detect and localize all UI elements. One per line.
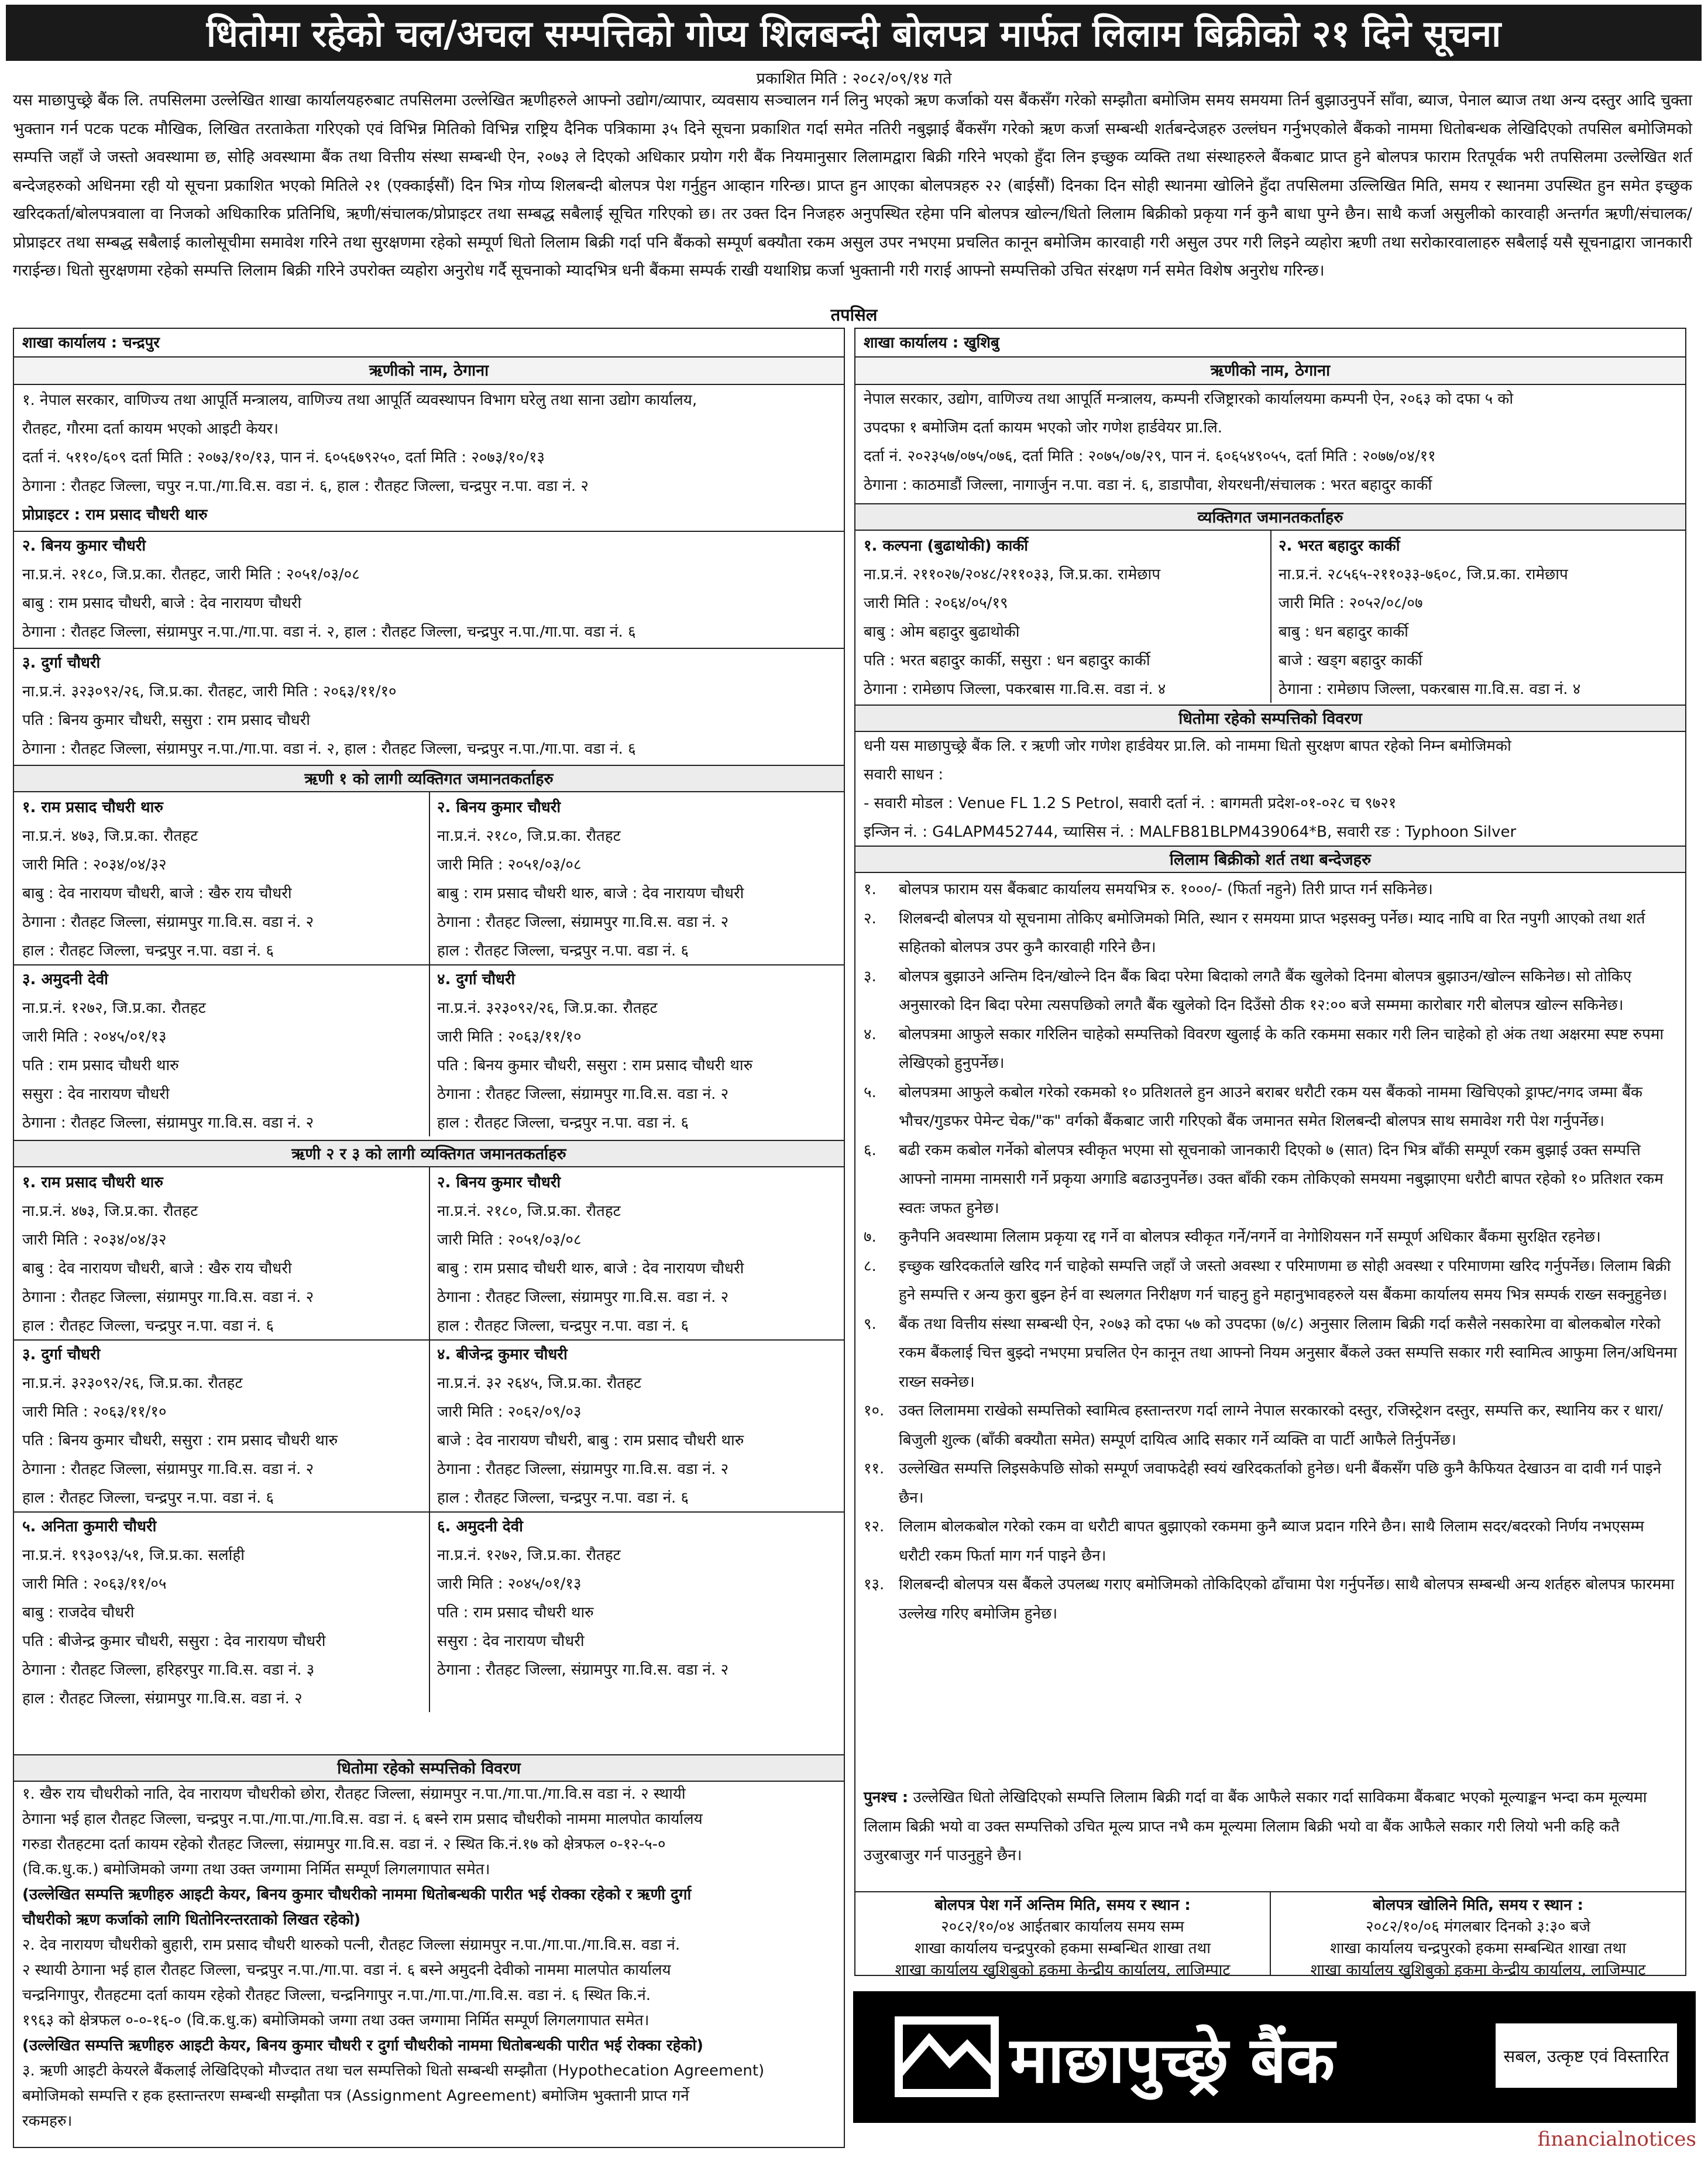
submission-deadline: [854, 1891, 1270, 1979]
guarantor-detail: पति : राम प्रसाद चौधरी थारु: [437, 1604, 594, 1621]
borrower-line: दर्ता नं. ५११०/६०९ दर्ता मिति : २०७३/१०/१३, पान नं. ६०५६७९२५०, दर्ता मिति : २०७३/१०/१३: [22, 449, 545, 466]
property-line: चन्द्रनिगापुर, रौतहटमा दर्ता कायम रहेको रौतहट जिल्ला, चन्द्रनिगापुर न.पा./गा.पा./गा.वि.स. वडा नं. ६ स्थित कि.नं.: [22, 1987, 651, 2004]
term-text: उल्लेखित सम्पत्ति लिइसकेपछि सोको सम्पूर्ण जवाफदेही स्वयं खरिदकर्ताको हुनेछ। धनी बैंकसँग पछि कुनै कैफियत देखाउन वा दावी गर्न पाइने छैन।: [899, 1460, 1662, 1507]
guarantor-detail: जारी मिति : २०६२/०९/०३: [437, 1403, 582, 1421]
guarantor-detail: ना.प्र.नं. १२७२, जि.प्र.का. रौतहट: [437, 1547, 621, 1564]
guarantor-detail: जारी मिति : २०५२/०८/०७: [1279, 595, 1423, 612]
guarantor-detail: जारी मिति : २०३४/०४/३२: [22, 856, 167, 874]
property-line: १९६३ को क्षेत्रफल ०-०-१६-० (वि.क.धु.क) बमोजिमको जग्गा तथा उक्त जग्गामा निर्मित सम्पूर्ण लिगलगापात समेत।: [22, 2012, 649, 2029]
term-item: [864, 1252, 1679, 1310]
guarantor-detail: जारी मिति : २०६३/११/१०: [22, 1403, 167, 1421]
term-text: उक्त लिलाममा राखेको सम्पत्तिको स्वामित्व हस्तान्तरण गर्दा लाग्ने नेपाल सरकारको दस्तुर, रजिस्ट्रेशन दस्तुर, सम्पत्ति कर, स्थानिय कर र धारा/बिजुली शुल्क (बाँकी बक्यौता समेत) सम्पूर्ण दायित्व आदि सकार गर्ने व्यक्ति वा पार्टी आफैले तिर्नुपर्नेछ।: [899, 1402, 1664, 1449]
property-line: १. खैरु राय चौधरीको नाति, देव नारायण चौधरीको छोरा, रौतहट जिल्ला, संग्रामपुर न.पा./गा.पा./गा.वि.स वडा नं. २ स्थायी: [22, 1785, 686, 1803]
guarantor-detail: ना.प्र.नं. ३२३०९२/२६, जि.प्र.का. रौतहट: [437, 999, 658, 1017]
guarantor-detail: हाल : रौतहट जिल्ला, चन्द्रपुर न.पा. वडा नं. ६: [22, 1317, 274, 1335]
guarantor-detail: ना.प्र.नं. ३२३०९२/२६, जि.प्र.का. रौतहट: [22, 1374, 243, 1392]
guarantor-name: १. कल्पना (बुढाथोकी) कार्की: [864, 537, 1029, 555]
term-text: कुनैपनि अवस्थामा लिलाम प्रकृया रद्द गर्ने वा बोलपत्र स्वीकृत गर्ने/नगर्ने वा नेगोशियसन गर्ने सम्पूर्ण अधिकार बैंकमा सुरक्षित रहनेछ।: [899, 1228, 1601, 1246]
term-text: बैंक तथा वित्तीय संस्था सम्बन्धी ऐन, २०७३ को दफा ५७ को उपदफा (७/८) अनुसार लिलाम बिक्री गर्दा कसैले नसकारेमा वा बोलकबोल गरेको रकम बैंकलाई चित्त बुझ्दो नभएमा प्रचलित ऐन कानून तथा आफ्नो नियम अनुसार बैंकले उक्त सम्पत्ति सकार गरी स्वामित्व आफुमा लिन/अधिनमा राख्न सक्नेछ।: [899, 1315, 1678, 1391]
guarantor-name: १. राम प्रसाद चौधरी थारु: [22, 1174, 163, 1191]
guarantor-detail: ठेगाना : रौतहट जिल्ला, हरिहरपुर गा.वि.स. वडा नं. ३: [22, 1661, 315, 1679]
term-number: ११.: [864, 1460, 885, 1477]
opening-place-2: शाखा कार्यालय खुशिबुको हकमा केन्द्रीय कार्यालय, लाजिम्पाट: [1310, 1961, 1646, 1979]
bid-schedule: [854, 1891, 1686, 1979]
submission-place-1: शाखा कार्यालय चन्द्रपुरको हकमा सम्बन्धित शाखा तथा: [915, 1940, 1211, 1957]
term-item: [864, 1020, 1679, 1078]
guarantor-detail: ना.प्र.नं. ३२ २६४५, जि.प्र.का. रौतहट: [437, 1374, 642, 1392]
term-item: [864, 1310, 1679, 1397]
guarantor-detail: हाल : रौतहट जिल्ला, चन्द्रपुर न.पा. वडा नं. ६: [437, 1489, 689, 1507]
borrower-line: प्रोप्राइटर : राम प्रसाद चौधरी थारु: [22, 506, 208, 524]
term-number: १२.: [864, 1518, 885, 1535]
postscript-label: पुनश्च :: [864, 1789, 909, 1806]
guarantor-heading: व्यक्तिगत जमानतकर्ताहरु: [855, 503, 1685, 531]
intro-paragraph: यस माछापुच्छ्रे बैंक लि. तपसिलमा उल्लेखित शाखा कार्यालयहरुबाट तपसिलमा उल्लेखित ऋणीहरुले आफ्नो उद्योग/व्यापार, व्यवसाय सञ्चालन गर्न लिनु भएको ऋण कर्जाको यस बैंकसँग गरेको सम्झौता बमोजिम समय समयमा तिर्न बुझाउनुपर्ने साँवा, ब्याज, पेनाल ब्याज तथा अन्य दस्तुर आदि चुक्ता भुक्तान गर्न पटक पटक मौखिक, लिखित तरताकेता गरिएको एवं विभिन्न मितिको विभिन्न राष्ट्रिय दैनिक पत्रिकामा ३५ दिने सूचना प्रकाशित गर्दा समेत नतिरी नबुझाई बैंकसँग गरेको ऋण कर्जा सम्बन्धी शर्तबन्देजहरु उल्लंघन गर्नुभएकोले बैंकको नाममा धितोबन्धक लेखिदिएको तपसिल बमोजिमको सम्पत्ति जहाँ जे जस्तो अवस्थामा छ, सोहि अवस्थामा बैंक तथा वित्तीय संस्था सम्बन्धी ऐन, २०७३ ले दिएको अधिकार प्रयोग गरी बैंक नियमानुसार लिलामद्वारा बिक्री गरिने भएको हुँदा लिन इच्छुक व्यक्ति तथा संस्थाहरुले बैंकबाट प्राप्त हुने बोलपत्र फाराम रितपूर्वक भरी तपसिलमा उल्लेखित शर्त बन्देजहरुको अधिनमा रही यो सूचना प्रकाशित भएको मितिले २१ (एक्काईसौं) दिन भित्र गोप्य शिलबन्दी बोलपत्र पेश गर्नुहुन आव्हान गरिन्छ। प्राप्त हुन आएका बोलपत्रहरु २२ (बाईसौं) दिनका दिन सोही स्थानमा खोलिने हुँदा तपसिलमा उल्लिखित मिति, समय र स्थानमा उपस्थित हुन समेत इच्छुक खरिदकर्ता/बोलपत्रवाला वा निजको अधिकारिक प्रतिनिधि, ऋणी/संचालक/प्रोप्राइटर तथा सम्बद्ध सबैलाई सूचित गरिएको छ। तर उक्त दिन निजहरु अनुपस्थित रहेमा पनि बोलपत्र खोल्न/धितो लिलाम बिक्रीको प्रकृया गर्न कुनै बाधा पुग्ने छैन। साथै कर्जा असुलीको कारवाही अन्तर्गत ऋणी/संचालक/प्रोप्राइटर तथा सम्बद्ध सबैलाई कालोसूचीमा समावेश गरिने तथा सुरक्षणमा रहेको सम्पूर्ण धितो लिलाम बिक्री गर्दा पनि बैंकको सम्पूर्ण बक्यौता रकम असुल उपर नभएमा प्रचलित कानून बमोजिम कारवाही गरी असुल उपर गरी लिइने व्यहोरा ऋणी तथा सरोकारवालाहरु सबैलाई यसै सूचनाद्वारा जानकारी गराईन्छ। धितो सुरक्षणमा रहेको सम्पत्ति लिलाम बिक्री गरिने उपरोक्त व्यहोरा अनुरोध गर्दै सूचनाको म्यादभित्र धनी बैंकमा सम्पर्क राखी यथाशिघ्र कर्जा भुक्तानी गरी गराई आफ्नो सम्पत्तिको उचित संरक्षण गर्न समेत विशेष अनुरोध गरिन्छ।: [13, 91, 1692, 280]
guarantor-detail: बाबु : देव नारायण चौधरी, बाजे : खैरु राय चौधरी: [22, 885, 292, 902]
term-item: [864, 1455, 1679, 1513]
term-text: बोलपत्रमा आफुले कबोल गरेको रकमको १० प्रतिशतले हुन आउने बराबर धरौटी रकम यस बैंकको नाममा खिचिएको ड्राफ्ट/नगद जम्मा बैंक भौचर/गुडफर पेमेन्ट चेक/"क" वर्गको बैंकबाट जारी गरिएको बैंक जमानत समेत शिलबन्दी बोलपत्र साथ समावेश गरी पेश गर्नुपर्नेछ।: [899, 1083, 1642, 1130]
borrower-line: उपदफा १ बमोजिम दर्ता कायम भएको जोर गणेश हार्डवेयर प्रा.लि.: [864, 419, 1223, 437]
borrower-line: ३. दुर्गा चौधरी: [22, 654, 101, 672]
property-line: बमोजिमको सम्पत्ति र हक हस्तान्तरण सम्बन्धी सम्झौता पत्र (Assignment Agreement) बमोजिम भुक्तानी प्राप्त गर्ने: [22, 2087, 689, 2105]
term-number: ३.: [864, 967, 877, 985]
term-text: बोलपत्रमा आफुले सकार गरिलिन चाहेको सम्पत्तिको विवरण खुलाई के कति रकममा सकार गरी लिन चाहेको हो अंक तथा अक्षरमा स्पष्ट रुपमा लेखिएको हुनुपर्नेछ।: [899, 1025, 1664, 1072]
property-line: - सवारी मोडल : Venue FL 1.2 S Petrol, सवारी दर्ता नं. : बागमती प्रदेश-०१-०२८ च ९७२१: [864, 795, 1397, 812]
guarantor-detail: पति : बिनय कुमार चौधरी, ससुरा : राम प्रसाद चौधरी थारु: [437, 1057, 753, 1074]
term-text: इच्छुक खरिदकर्ताले खरिद गर्न चाहेको सम्पत्ति जहाँ जे जस्तो अवस्था र परिमाणमा छ सोही अवस्था र परिमाणमा खरिद गर्नुपर्नेछ। लिलाम बिक्री हुने सम्पत्ति र अन्य कुरा बुझ्न हेर्न वा स्थलगत निरीक्षण गर्न चाहनु हुने महानुभावहरुले यस बैंकमा कार्यालय समय भित्र सम्पर्क राख्न सक्नुहुनेछ।: [899, 1257, 1671, 1304]
property-line: इन्जिन नं. : G4LAPM452744, च्यासिस नं. : MALFB81BLPM439064*B, सवारी रङ : Typhoon Silver: [864, 823, 1517, 841]
guarantor-detail: हाल : रौतहट जिल्ला, चन्द्रपुर न.पा. वडा नं. ६: [437, 1317, 689, 1335]
guarantor-detail: जारी मिति : २०३४/०४/३२: [22, 1231, 167, 1249]
guarantor-detail: हाल : रौतहट जिल्ला, संग्रामपुर गा.वि.स. वडा नं. २: [22, 1690, 303, 1707]
bank-tagline: सबल, उत्कृष्ट एवं विस्तारित: [1496, 2023, 1677, 2088]
branch-label: शाखा कार्यालय : खुशिबु: [855, 329, 1685, 358]
borrower-line: नेपाल सरकार, उद्योग, वाणिज्य तथा आपूर्ति मन्त्रालय, कम्पनी रजिष्ट्रारको कार्यालयमा कम्पनी ऐन, २०६३ को दफा ५ को: [864, 390, 1514, 408]
borrower-line: बाबु : राम प्रसाद चौधरी, बाजे : देव नारायण चौधरी: [22, 595, 302, 612]
property-line: (वि.क.धु.क.) बमोजिमको जग्गा तथा उक्त जग्गामा निर्मित सम्पूर्ण लिगलगापात समेत।: [22, 1861, 490, 1878]
guarantor-detail: ठेगाना : रौतहट जिल्ला, संग्रामपुर गा.वि.स. वडा नं. २: [22, 1288, 314, 1306]
guarantor-detail: ससुरा : देव नारायण चौधरी: [22, 1085, 170, 1103]
property-line: ३. ऋणी आइटी केयरले बैंकलाई लेखिदिएको मौज्दात तथा चल सम्पत्तिको धितो सम्बन्धी सम्झौता (Hypothecation Agreement): [22, 2062, 765, 2080]
term-item: [864, 875, 1679, 905]
term-number: ९.: [864, 1315, 877, 1333]
terms-heading: लिलाम बिक्रीको शर्त तथा बन्देजहरु: [855, 846, 1685, 873]
term-item: [864, 1223, 1679, 1252]
guarantor-detail: ना.प्र.नं. ४७३, जि.प्र.का. रौतहट: [22, 1202, 198, 1220]
property-line: (उल्लेखित सम्पत्ति ऋणीहरु आइटी केयर, बिनय कुमार चौधरी र दुर्गा चौधरीको नाममा धितोबन्धकी पारीत भई रोक्का रहेको): [22, 2037, 703, 2054]
term-text: शिलबन्दी बोलपत्र यो सूचनामा तोकिए बमोजिमको मिति, स्थान र समयमा प्राप्त भइसक्नु पर्नेछ। म्याद नाघि वा रित नपुगी आएको तथा शर्त सहितको बोलपत्र उपर कुनै कारवाही गरिने छैन।: [899, 909, 1645, 956]
guarantor-detail: बाबु : ओम बहादुर बुढाथोकी: [864, 623, 1020, 641]
guarantor-name: २. भरत बहादुर कार्की: [1279, 537, 1400, 555]
term-item: [864, 1513, 1679, 1571]
borrower-heading: ऋणीको नाम, ठेगाना: [855, 358, 1685, 385]
watermark: financialnotices: [1537, 2128, 1696, 2151]
guarantor-detail: बाबु : राम प्रसाद चौधरी थारु, बाजे : देव नारायण चौधरी: [437, 885, 744, 902]
property-heading-right: धितोमा रहेको सम्पत्तिको विवरण: [855, 705, 1685, 732]
property-heading-left: धितोमा रहेको सम्पत्तिको विवरण: [14, 1754, 844, 1782]
published-date: प्रकाशित मिति : २०८२/०९/१४ गते: [756, 70, 952, 88]
right-branch-panel: [854, 328, 1686, 1976]
bank-name: माछापुच्छ्रे बैंक: [1010, 2024, 1335, 2097]
guarantor-detail: जारी मिति : २०४५/०१/१३: [22, 1028, 167, 1046]
guarantor-detail: ठेगाना : रौतहट जिल्ला, संग्रामपुर गा.वि.स. वडा नं. २: [22, 1114, 314, 1132]
guarantor-detail: हाल : रौतहट जिल्ला, चन्द्रपुर न.पा. वडा नं. ६: [22, 1489, 274, 1507]
borrower-line: ठेगाना : रौतहट जिल्ला, संग्रामपुर न.पा./गा.पा. वडा नं. २, हाल : रौतहट जिल्ला, चन्द्रपुर न.पा./गा.पा. वडा नं. ६: [22, 740, 636, 758]
property-line: धनी यस माछापुच्छ्रे बैंक लि. र ऋणी जोर गणेश हार्डवेयर प्रा.लि. को नाममा धितो सुरक्षण बापत रहेको निम्न बमोजिमको: [864, 737, 1511, 755]
term-number: ७.: [864, 1228, 877, 1246]
guarantor-detail: हाल : रौतहट जिल्ला, चन्द्रपुर न.पा. वडा नं. ६: [437, 1114, 689, 1132]
guarantor-detail: जारी मिति : २०६४/०५/१९: [864, 595, 1008, 612]
opening-label: बोलपत्र खोलिने मिति, समय र स्थान :: [1373, 1896, 1583, 1914]
guarantor-name: २. बिनय कुमार चौधरी: [437, 1174, 561, 1191]
guarantor-detail: हाल : रौतहट जिल्ला, चन्द्रपुर न.पा. वडा नं. ६: [437, 942, 689, 960]
guarantor-name: ४. दुर्गा चौधरी: [437, 971, 516, 988]
guarantor-detail: जारी मिति : २०६३/११/१०: [437, 1028, 582, 1046]
guarantor-detail: पति : बिनय कुमार चौधरी, ससुरा : राम प्रसाद चौधरी थारु: [22, 1432, 338, 1449]
guarantor-detail: ना.प्र.नं. २११०२७/२०४८/२११०३३, जि.प्र.का. रामेछाप: [864, 566, 1161, 583]
property-line: २ स्थायी ठेगाना भई हाल रौतहट जिल्ला, चन्द्रपुर न.पा./गा.पा. वडा नं. ६ बस्ने अमुदनी देवीको नाममा मालपोत कार्यालय: [22, 1961, 671, 1979]
guarantor-detail: बाजे : देव नारायण चौधरी, बाबु : राम प्रसाद चौधरी थारु: [437, 1432, 744, 1449]
guarantor-detail: ठेगाना : रौतहट जिल्ला, संग्रामपुर गा.वि.स. वडा नं. २: [437, 1661, 729, 1679]
property-line: (उल्लेखित सम्पत्ति ऋणीहरु आइटी केयर, बिनय कुमार चौधरीको नाममा धितोबन्धकी पारीत भई रोक्का रहेको र ऋणी दुर्गा: [22, 1886, 692, 1903]
guarantor-detail: ठेगाना : रौतहट जिल्ला, संग्रामपुर गा.वि.स. वडा नं. २: [437, 1461, 729, 1478]
term-number: ५.: [864, 1083, 877, 1101]
property-line: गरुडा रौतहटमा दर्ता कायम रहेको रौतहट जिल्ला, संग्रामपुर गा.वि.स. वडा नं. २ स्थित कि.नं.१७ को क्षेत्रफल ०-१२-५-०: [22, 1836, 666, 1853]
guarantor-detail: ठेगाना : रामेछाप जिल्ला, पकरबास गा.वि.स. वडा नं. ४: [864, 681, 1166, 698]
guarantor-detail: बाबु : राम प्रसाद चौधरी थारु, बाजे : देव नारायण चौधरी: [437, 1260, 744, 1277]
opening-schedule: [1270, 1891, 1686, 1979]
left-branch-panel: [13, 328, 845, 2148]
borrower-line: १. नेपाल सरकार, वाणिज्य तथा आपूर्ति मन्त्रालय, वाणिज्य तथा आपूर्ति व्यवस्थापन विभाग घरेलु तथा साना उद्योग कार्यालय,: [22, 391, 697, 409]
guarantor-detail: ना.प्र.नं. २१८०, जि.प्र.का. रौतहट: [437, 827, 621, 845]
guarantor-detail: ना.प्र.नं. २१८०, जि.प्र.का. रौतहट: [437, 1202, 621, 1220]
notice-title: धितोमा रहेको चल/अचल सम्पत्तिको गोप्य शिलबन्दी बोलपत्र मार्फत लिलाम बिक्रीको २१ दिने सूचना: [6, 5, 1702, 61]
term-item: [864, 1571, 1679, 1628]
submission-label: बोलपत्र पेश गर्ने अन्तिम मिति, समय र स्थान :: [934, 1896, 1191, 1914]
property-line: २. देव नारायण चौधरीको बुहारी, राम प्रसाद चौधरी थारुको पत्नी, रौतहट जिल्ला संग्रामपुर न.पा./गा.पा./गा.वि.स. वडा नं.: [22, 1936, 681, 1954]
guarantor-detail: ससुरा : देव नारायण चौधरी: [437, 1633, 585, 1650]
borrower-line: २. बिनय कुमार चौधरी: [22, 537, 146, 555]
term-text: बोलपत्र फाराम यस बैंकबाट कार्यालय समयभित्र रु. १०००/- (फिर्ता नहुने) तिरी प्राप्त गर्न सकिनेछ।: [899, 881, 1433, 898]
guarantor-heading-1: ऋणी १ को लागी व्यक्तिगत जमानतकर्ताहरु: [14, 765, 844, 792]
guarantor-heading-2: ऋणी २ र ३ को लागी व्यक्तिगत जमानतकर्ताहरु: [14, 1140, 844, 1167]
guarantor-detail: ठेगाना : रौतहट जिल्ला, संग्रामपुर गा.वि.स. वडा नं. २: [437, 1288, 729, 1306]
borrower-line: ठेगाना : रौतहट जिल्ला, चपुर न.पा./गा.वि.स. वडा नं. ६, हाल : रौतहट जिल्ला, चन्द्रपुर न.पा. वडा नं. २: [22, 477, 589, 495]
opening-place-1: शाखा कार्यालय चन्द्रपुरको हकमा सम्बन्धित शाखा तथा: [1330, 1940, 1626, 1957]
guarantor-name: ५. अनिता कुमारी चौधरी: [22, 1518, 157, 1535]
guarantor-name: ३. दुर्गा चौधरी: [22, 1346, 101, 1363]
guarantor-detail: हाल : रौतहट जिल्ला, चन्द्रपुर न.पा. वडा नं. ६: [22, 942, 274, 960]
guarantor-name: २. बिनय कुमार चौधरी: [437, 799, 561, 816]
opening-date: २०८२/१०/०६ मंगलबार दिनको ३:३० बजे: [1366, 1918, 1590, 1936]
property-line: सवारी साधन :: [864, 766, 944, 784]
term-number: १०.: [864, 1402, 885, 1420]
term-item: [864, 1136, 1679, 1224]
term-number: ४.: [864, 1025, 877, 1043]
borrower-line: ठेगाना : रौतहट जिल्ला, संग्रामपुर न.पा./गा.पा. वडा नं. २, हाल : रौतहट जिल्ला, चन्द्रपुर न.पा./गा.पा. वडा नं. ६: [22, 623, 636, 641]
submission-date: २०८२/१०/०४ आईतबार कार्यालय समय सम्म: [941, 1918, 1184, 1936]
term-text: बढी रकम कबोल गर्नेको बोलपत्र स्वीकृत भएमा सो सूचनाको जानकारी दिएको ७ (सात) दिन भित्र बाँकी सम्पूर्ण रकम बुझाई उक्त सम्पत्ति आफ्नो नाममा नामसारी गर्ने प्रकृया अगाडि बढाउनुपर्नेछ। उक्त बाँकी रकम तोकिएको समयमा नबुझाएमा धरौटी बापत रहेको १० प्रतिशत रकम स्वतः जफत हुनेछ।: [899, 1141, 1664, 1217]
guarantor-name: ४. बीजेन्द्र कुमार चौधरी: [437, 1346, 568, 1363]
term-number: ८.: [864, 1257, 877, 1275]
term-number: २.: [864, 909, 877, 927]
branch-label: शाखा कार्यालय : चन्द्रपुर: [14, 329, 844, 358]
submission-place-2: शाखा कार्यालय खुशिबुको हकमा केन्द्रीय कार्यालय, लाजिम्पाट: [895, 1961, 1231, 1979]
guarantor-detail: ना.प्र.नं. ४७३, जि.प्र.का. रौतहट: [22, 827, 198, 845]
guarantor-detail: जारी मिति : २०४५/०१/१३: [437, 1575, 582, 1593]
guarantor-detail: जारी मिति : २०५१/०३/०८: [437, 856, 582, 874]
mountain-logo-icon: [894, 2004, 999, 2109]
term-item: [864, 963, 1679, 1020]
guarantor-detail: बाबु : राजदेव चौधरी: [22, 1604, 135, 1621]
bank-footer: [853, 1991, 1696, 2123]
borrower-line: रौतहट, गौरमा दर्ता कायम भएको आइटी केयर।: [22, 420, 279, 438]
borrower-line: पति : बिनय कुमार चौधरी, ससुरा : राम प्रसाद चौधरी: [22, 712, 311, 729]
term-text: शिलबन्दी बोलपत्र यस बैंकले उपलब्ध गराए बमोजिमको तोकिदिएको ढाँचामा पेश गर्नुपर्नेछ। साथै बोलपत्र सम्बन्धी अन्य शर्तहरु बोलपत्र फारममा उल्लेख गरिए बमोजिम हुनेछ।: [899, 1576, 1675, 1623]
guarantor-detail: ना.प्र.नं. १२७२, जि.प्र.का. रौतहट: [22, 999, 206, 1017]
guarantor-detail: पति : राम प्रसाद चौधरी थारु: [22, 1057, 179, 1074]
term-number: ६.: [864, 1141, 877, 1159]
guarantor-detail: ठेगाना : रौतहट जिल्ला, संग्रामपुर गा.वि.स. वडा नं. २: [437, 1085, 729, 1103]
schedule-heading: तपसिल: [830, 305, 878, 325]
guarantor-name: १. राम प्रसाद चौधरी थारु: [22, 799, 163, 816]
property-line: ठेगाना भई हाल रौतहट जिल्ला, चन्द्रपुर न.पा./गा.पा./गा.वि.स. वडा नं. ६ बस्ने राम प्रसाद चौधरीको नाममा मालपोत कार्यालय: [22, 1810, 703, 1828]
borrower-line: ना.प्र.नं. २१८०, जि.प्र.का. रौतहट, जारी मिति : २०५१/०३/०८: [22, 566, 360, 583]
term-number: १३.: [864, 1576, 885, 1593]
guarantor-detail: ठेगाना : रामेछाप जिल्ला, पकरबास गा.वि.स. वडा नं. ४: [1279, 681, 1581, 698]
borrower-line: ना.प्र.नं. ३२३०९२/२६, जि.प्र.का. रौतहट, जारी मिति : २०६३/११/१०: [22, 683, 397, 700]
guarantor-detail: पति : बीजेन्द्र कुमार चौधरी, ससुरा : देव नारायण चौधरी: [22, 1633, 326, 1650]
guarantor-detail: बाबु : देव नारायण चौधरी, बाजे : खैरु राय चौधरी: [22, 1260, 292, 1277]
postscript-note: [864, 1784, 1679, 1871]
term-item: [864, 1397, 1679, 1455]
guarantor-detail: बाजे : खड्ग बहादुर कार्की: [1279, 652, 1422, 669]
guarantor-detail: ठेगाना : रौतहट जिल्ला, संग्रामपुर गा.वि.स. वडा नं. २: [437, 913, 729, 931]
property-line: रकमहरु।: [22, 2112, 73, 2130]
guarantor-detail: जारी मिति : २०५१/०३/०८: [437, 1231, 582, 1249]
term-text: बोलपत्र बुझाउने अन्तिम दिन/खोल्ने दिन बैंक बिदा परेमा बिदाको लगतै बैंक खुलेको दिनमा बोलपत्र बुझाउन/खोल्न सकिनेछ। सो तोकिए अनुसारको दिन बिदा परेमा त्यसपछिको लगतै बैंक खुलेको दिन दिउँसो ठीक १२:०० बजे सम्ममा कारोबार गरी बोलपत्र खोल्न सकिनेछ।: [899, 967, 1632, 1014]
borrower-line: दर्ता नं. २०२३५७/०७५/०७६, दर्ता मिति : २०७५/०७/२९, पान नं. ६०६५४९०५५, दर्ता मिति : २०७७/०४/११: [864, 448, 1436, 465]
guarantor-name: ३. अमुदनी देवी: [22, 971, 108, 988]
term-item: [864, 1078, 1679, 1136]
guarantor-name: ६. अमुदनी देवी: [437, 1518, 523, 1535]
guarantor-detail: जारी मिति : २०६३/११/०५: [22, 1575, 167, 1593]
property-line: चौधरीको ऋण कर्जाको लागि धितोनिरन्तरताको लिखत रहेको): [22, 1911, 361, 1929]
term-item: [864, 905, 1679, 963]
term-number: १.: [864, 881, 877, 898]
guarantor-detail: ठेगाना : रौतहट जिल्ला, संग्रामपुर गा.वि.स. वडा नं. २: [22, 1461, 314, 1478]
guarantor-detail: बाबु : धन बहादुर कार्की: [1279, 623, 1408, 641]
term-text: लिलाम बोलकबोल गरेको रकम वा धरौटी बापत बुझाएको रकममा कुनै ब्याज प्रदान गरिने छैन। साथै लिलाम सदर/बदरको निर्णय नभएसम्म धरौटी रकम फिर्ता माग गर्न पाइने छैन।: [899, 1518, 1644, 1565]
guarantor-detail: ना.प्र.नं. १९३०९३/५१, जि.प्र.का. सर्लाही: [22, 1547, 245, 1564]
guarantor-detail: ठेगाना : रौतहट जिल्ला, संग्रामपुर गा.वि.स. वडा नं. २: [22, 913, 314, 931]
borrower-heading: ऋणीको नाम, ठेगाना: [14, 358, 844, 385]
postscript-text: उल्लेखित धितो लेखिदिएको सम्पत्ति लिलाम बिक्री गर्दा वा बैंक आफैले सकार गर्दा साविकमा बैंकबाट भएको मूल्याङ्कन भन्दा कम मूल्यमा लिलाम बिक्री भयो वा उक्त सम्पत्तिको उचित मूल्य प्राप्त नभै कम मूल्यमा लिलाम बिक्री भयो वा बैंक आफैले सकार गरी लियो भनी कहि कतै उजुरबाजुर गर्न पाउनुहुने छैन।: [864, 1789, 1647, 1864]
guarantor-detail: पति : भरत बहादुर कार्की, ससुरा : धन बहादुर कार्की: [864, 652, 1150, 669]
guarantor-detail: ना.प्र.नं. २८५६५-२११०३३-७६०८, जि.प्र.का. रामेछाप: [1279, 566, 1568, 583]
borrower-line: ठेगाना : काठमाडौं जिल्ला, नागार्जुन न.पा. वडा नं. ६, डाडापौवा, शेयरधनी/संचालक : भरत बहादुर कार्की: [864, 476, 1432, 494]
